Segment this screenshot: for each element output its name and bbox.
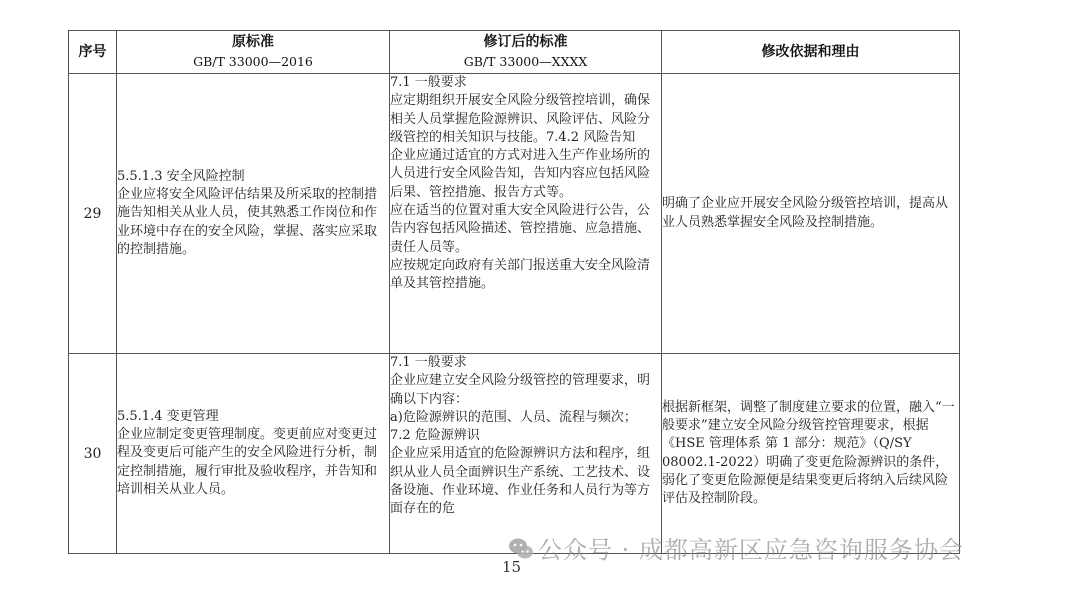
reason-body: 明确了企业应开展安全风险分级管控培训，提高从业人员熟悉掌握安全风险及控制措施。 — [662, 196, 949, 230]
clause-body: 企业应通过适宜的方式对进入生产作业场所的人员进行安全风险告知，告知内容应包括风险后果、管控措施、报告方式等。 — [390, 148, 651, 200]
clause-body: 应在适当的位置对重大安全风险进行公告，公告内容包括风险描述、管控措施、应急措施、责任人员等。 — [390, 203, 651, 255]
revised-text-cell — [390, 354, 662, 554]
table-row — [69, 74, 960, 354]
revised-text-cell — [390, 74, 662, 354]
table-row — [69, 354, 960, 554]
clause-title: 7.2 危险源辨识 — [390, 428, 480, 444]
header-original-code: GB/T 33000—2016 — [193, 54, 313, 69]
watermark-text: 公众号 · 成都高新区应急咨询服务协会 — [538, 536, 964, 564]
clause-title: 7.1 一般要求 — [390, 355, 467, 370]
table-header-row — [69, 31, 960, 74]
clause-body: 应按规定向政府有关部门报送重大安全风险清单及其管控措施。 — [390, 257, 651, 292]
header-seq: 序号 — [69, 31, 117, 74]
clause-title: 5.5.1.3 安全风险控制 — [117, 168, 245, 184]
header-reason: 修改依据和理由 — [662, 31, 960, 74]
clause-body: 企业应采用适宜的危险源辨识方法和程序，组织从业人员全面辨识生产系统、工艺技术、设备设施、作业环境、作业任务和人员行为等方面存在的危 — [390, 446, 651, 517]
header-revised: 修订后的标准 GB/T 33000—XXXX — [390, 31, 662, 74]
standards-comparison-table — [68, 30, 960, 554]
header-revised-code: GB/T 33000—XXXX — [463, 54, 588, 69]
page-number: 15 — [502, 558, 522, 576]
reason-text-cell — [662, 354, 960, 554]
clause-body: 企业应建立安全风险分级管控的管理要求，明确以下内容： — [390, 373, 651, 407]
row-seq: 30 — [69, 354, 117, 554]
clause-body: 企业应将安全风险评估结果及所采取的控制措施告知相关从业人员，使其熟悉工作岗位和作业环境中存在的安全风险，掌握、落实应采取的控制措施。 — [117, 187, 378, 257]
clause-title: 5.5.1.4 变更管理 — [117, 408, 219, 424]
clause-body: 应定期组织开展安全风险分级管控培训，确保相关人员掌握危险源辨识、风险评估、风险分级管控的相关知识与技能。7.4.2 风险告知 — [390, 93, 651, 145]
header-original: 原标准 GB/T 33000—2016 — [117, 31, 390, 74]
reason-body: 根据新框架，调整了制度建立要求的位置，融入“一般要求”建立安全风险分级管控管理要求，根据《HSE 管理体系 第 1 部分：规范》（Q/SY 08002.1-2022）明确了变更危险源辨识的条件，弱化了变更危险源便是结果变更后将纳入后续风险评估及控制阶段。 — [662, 399, 955, 507]
clause-title: 7.1 一般要求 — [390, 75, 467, 90]
reason-text-cell — [662, 74, 960, 354]
wechat-icon — [508, 536, 534, 562]
clause-body: a)危险源辨识的范围、人员、流程与频次； — [390, 409, 637, 425]
original-text-cell — [117, 354, 390, 554]
clause-body: 企业应制定变更管理制度。变更前应对变更过程及变更后可能产生的安全风险进行分析，制定控制措施，履行审批及验收程序，并告知和培训相关从业人员。 — [117, 427, 378, 497]
row-seq: 29 — [69, 74, 117, 354]
watermark — [508, 530, 964, 565]
original-text-cell — [117, 74, 390, 354]
